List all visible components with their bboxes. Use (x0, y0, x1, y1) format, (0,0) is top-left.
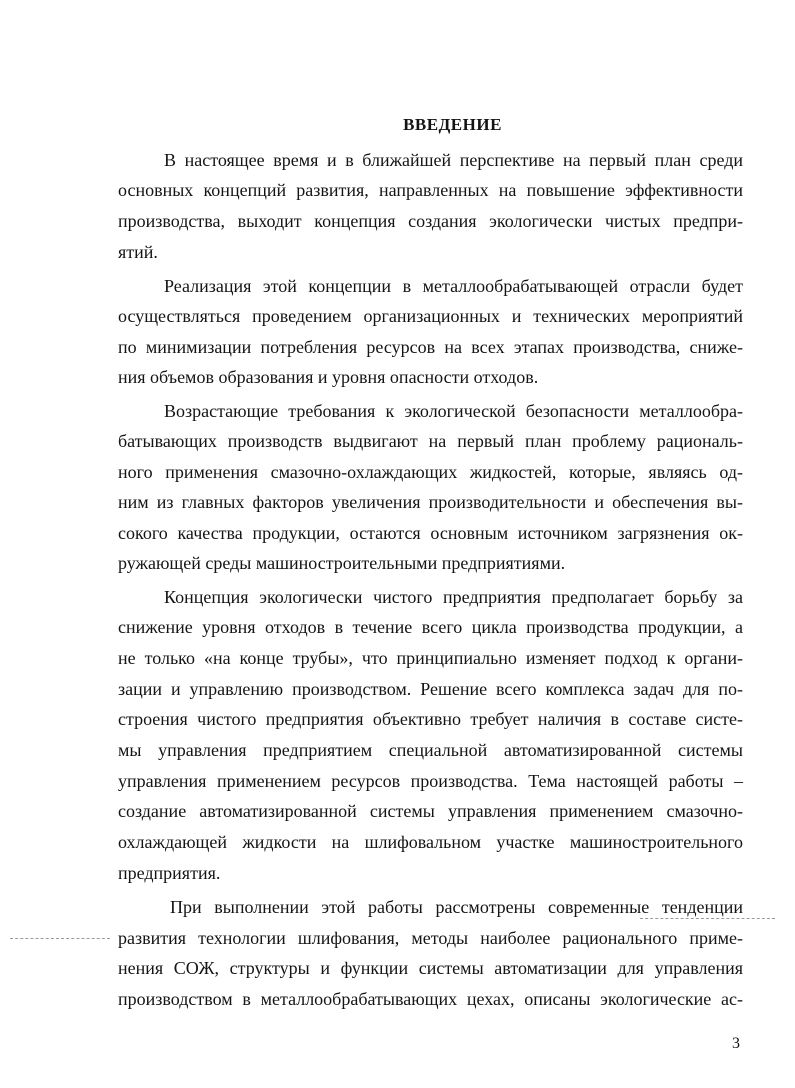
text-line: создание автоматизированной системы управления применением смазочно- (118, 801, 743, 821)
text-line: зации и управлению производством. Решение всего комплекса задач для по- (118, 679, 743, 699)
text-line: нения СОЖ, структуры и функции системы автоматизации для управления (118, 958, 743, 978)
text-line: осуществляться проведением организационных и технических мероприятий (118, 306, 743, 326)
page-title: ВВЕДЕНИЕ (403, 115, 502, 134)
scan-artifact-line (10, 938, 110, 939)
scan-artifact-line (640, 918, 775, 919)
text-line: предприятия. (118, 863, 221, 883)
text-line: ного применения смазочно-охлаждающих жидкостей, которые, являясь од- (118, 462, 743, 482)
text-line: Возрастающие требования к экологической безопасности металлообра- (164, 401, 743, 421)
text-line: по минимизации потребления ресурсов на всех этапах производства, сниже- (118, 337, 743, 357)
text-line: охлаждающей жидкости на шлифовальном участке машиностроительного (118, 832, 743, 852)
text-line: ружающей среды машиностроительными предприятиями. (118, 553, 566, 573)
text-line: батывающих производств выдвигают на первый план проблему рациональ- (118, 431, 743, 451)
text-line: сокого качества продукции, остаются основным источником загрязнения ок- (118, 523, 743, 543)
text-line: строения чистого предприятия объективно требует наличия в составе систе- (118, 709, 743, 729)
text-line: управления применением ресурсов производства. Тема настоящей работы – (118, 771, 743, 791)
text-line: В настоящее время и в ближайшей перспективе на первый план среди (164, 150, 743, 170)
text-line: не только «на конце трубы», что принципиально изменяет подход к органи- (118, 648, 743, 668)
text-line: производства, выходит концепция создания экологически чистых предпри- (118, 211, 743, 231)
text-line: Реализация этой концепции в металлообрабатывающей отрасли будет (164, 276, 743, 296)
text-line: ним из главных факторов увеличения производительности и обеспечения вы- (118, 492, 743, 512)
text-line: ния объемов образования и уровня опасности отходов. (118, 367, 539, 387)
text-line: Концепция экологически чистого предприятия предполагает борьбу за (164, 587, 743, 607)
text-line: ятий. (118, 242, 158, 262)
text-line: развития технологии шлифования, методы наиболее рационального приме- (118, 928, 743, 948)
text-line: основных концепций развития, направленных на повышение эффективности (118, 180, 743, 200)
text-line: При выполнении этой работы рассмотрены современные тенденции (170, 897, 743, 917)
page-number: 3 (732, 1035, 740, 1052)
text-line: производством в металлообрабатывающих цехах, описаны экологические ас- (118, 989, 743, 1009)
text-line: мы управления предприятием специальной автоматизированной системы (118, 740, 743, 760)
text-line: снижение уровня отходов в течение всего цикла производства продукции, а (118, 617, 743, 637)
